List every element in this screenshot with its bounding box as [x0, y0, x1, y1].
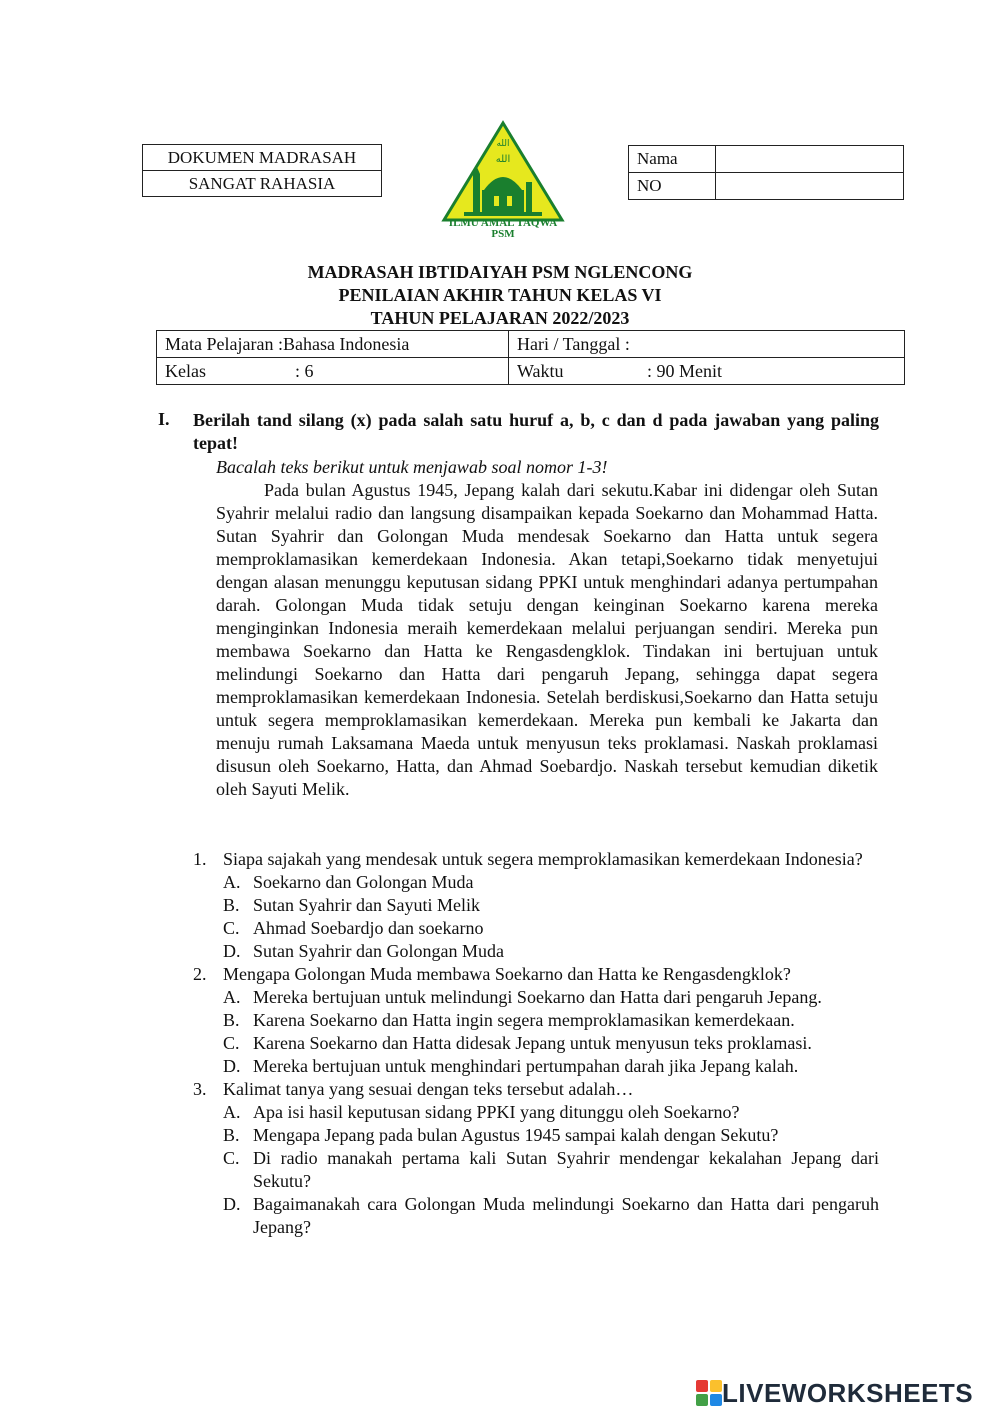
- option-b[interactable]: [223, 1124, 879, 1147]
- logo-arabic-top: الله: [496, 139, 510, 149]
- question-number: 2.: [193, 964, 207, 984]
- option-letter: A.: [223, 872, 241, 892]
- option-d[interactable]: [223, 1193, 879, 1239]
- subject-label: Mata Pelajaran: [165, 333, 274, 354]
- name-field[interactable]: [716, 146, 904, 173]
- option-text: Soekarno dan Golongan Muda: [253, 872, 474, 892]
- option-letter: C.: [223, 918, 240, 938]
- document-label-box: [142, 144, 382, 197]
- question-3: [193, 1078, 879, 1239]
- option-letter: D.: [223, 1056, 241, 1076]
- option-letter: C.: [223, 1148, 240, 1168]
- question-1: [193, 848, 879, 963]
- subject-value: :Bahasa Indonesia: [277, 333, 410, 354]
- logo-caption: [440, 218, 566, 240]
- option-text: Di radio manakah pertama kali Sutan Syahrir mendengar kekalahan Jepang dari Sekutu?: [253, 1148, 879, 1191]
- option-text: Mereka bertujuan untuk menghindari pertumpahan darah jika Jepang kalah.: [253, 1056, 799, 1076]
- day-date-label: Hari / Tanggal :: [517, 333, 630, 354]
- option-d[interactable]: [223, 940, 879, 963]
- option-text: Ahmad Soebardjo dan soekarno: [253, 918, 484, 938]
- option-text: Karena Soekarno dan Hatta ingin segera memproklamasikan kemerdekaan.: [253, 1010, 795, 1030]
- option-text: Sutan Syahrir dan Sayuti Melik: [253, 895, 480, 915]
- option-letter: B.: [223, 1125, 240, 1145]
- question-text: Kalimat tanya yang sesuai dengan teks tersebut adalah…: [223, 1079, 634, 1099]
- option-a[interactable]: [223, 986, 879, 1009]
- option-letter: C.: [223, 1033, 240, 1053]
- day-date-cell: [509, 331, 905, 358]
- option-a[interactable]: [223, 871, 879, 894]
- option-text: Mengapa Jepang pada bulan Agustus 1945 sampai kalah dengan Sekutu?: [253, 1125, 779, 1145]
- academic-year: TAHUN PELAJARAN 2022/2023: [370, 308, 630, 328]
- number-field[interactable]: [716, 173, 904, 200]
- option-c[interactable]: [223, 1147, 879, 1193]
- question-number: 1.: [193, 849, 207, 869]
- logo-arabic-mid: الله: [495, 154, 511, 165]
- class-cell: [157, 358, 509, 385]
- reading-prompt: Bacalah teks berikut untuk menjawab soal nomor 1-3!: [216, 457, 608, 477]
- option-letter: A.: [223, 987, 241, 1007]
- class-value: : 6: [295, 360, 314, 381]
- liveworksheets-logo-icon: [696, 1380, 722, 1406]
- question-text: Mengapa Golongan Muda membawa Soekarno dan Hatta ke Rengasdengklok?: [223, 964, 791, 984]
- number-label: NO: [629, 173, 716, 200]
- option-text: Apa isi hasil keputusan sidang PPKI yang ditunggu oleh Soekarno?: [253, 1102, 740, 1122]
- student-id-box: [628, 145, 904, 200]
- option-text: Mereka bertujuan untuk melindungi Soekarno dan Hatta dari pengaruh Jepang.: [253, 987, 822, 1007]
- option-text: Karena Soekarno dan Hatta didesak Jepang untuk menyusun teks proklamasi.: [253, 1033, 812, 1053]
- section-instruction: Berilah tand silang (x) pada salah satu huruf a, b, c dan d pada jawaban yang paling tepat!: [193, 410, 879, 453]
- time-value: : 90 Menit: [647, 360, 722, 381]
- liveworksheets-watermark[interactable]: [696, 1378, 973, 1408]
- option-text: Sutan Syahrir dan Golongan Muda: [253, 941, 504, 961]
- logo-caption-line-1: ILMU AMAL TAQWA: [448, 217, 558, 229]
- option-letter: A.: [223, 1102, 241, 1122]
- watermark-text: LIVEWORKSHEETS: [722, 1377, 974, 1408]
- question-2: [193, 963, 879, 1078]
- exam-heading: [0, 261, 1000, 330]
- option-b[interactable]: [223, 894, 879, 917]
- option-letter: D.: [223, 1194, 241, 1214]
- option-d[interactable]: [223, 1055, 879, 1078]
- time-cell: [509, 358, 905, 385]
- question-list: [193, 848, 879, 1239]
- option-c[interactable]: [223, 917, 879, 940]
- name-label: Nama: [629, 146, 716, 173]
- option-b[interactable]: [223, 1009, 879, 1032]
- question-number: 3.: [193, 1079, 207, 1099]
- school-name: MADRASAH IBTIDAIYAH PSM NGLENCONG: [307, 262, 693, 282]
- exam-info-table: [156, 330, 905, 385]
- option-text: Bagaimanakah cara Golongan Muda melindungi Soekarno dan Hatta dari pengaruh Jepang?: [253, 1194, 879, 1237]
- option-letter: D.: [223, 941, 241, 961]
- question-text: Siapa sajakah yang mendesak untuk segera memproklamasikan kemerdekaan Indonesia?: [223, 849, 863, 869]
- option-letter: B.: [223, 895, 240, 915]
- reading-passage: Pada bulan Agustus 1945, Jepang kalah dari sekutu.Kabar ini didengar oleh Sutan Syahrir melalui radio dan langsung disampaikan kepada Soekarno dan Mohammad Hatta. Sutan Syahrir dan Golongan Muda mendesak Soekarno dan Hatta untuk segera memproklamasikan kemerdekaan Indonesia. Akan tetapi,Soekarno tidak menyetujui dengan alasan menunggu keputusan sidang PPKI untuk menghindari adanya pertumpahan darah. Golongan Muda tidak setuju dengan keinginan Soekarno karena mereka menginginkan Indonesia meraih kemerdekaan melalui perjuangan sendiri. Mereka pun membawa Soekarno dan Hatta ke Rengasdengklok. Tindakan ini bertujuan untuk melindungi Soekarno dan Hatta dari pengaruh Jepang, sehingga dapat segera memproklamasikan kemerdekaan Indonesia. Setelah berdiskusi,Soekarno dan Hatta setuju untuk segera memproklamasikan kemerdekaan. Mereka pun kembali ke Jakarta dan menuju rumah Laksamana Maeda untuk menyusun teks proklamasi. Naskah proklamasi disusun oleh Soekarno, Hatta, dan Ahmad Soebardjo. Naskah tersebut kemudian diketik oleh Sayuti Melik.: [216, 480, 878, 799]
- section-number: I.: [158, 409, 170, 429]
- time-label: Waktu: [517, 360, 564, 381]
- document-label-line-2: SANGAT RAHASIA: [143, 170, 381, 196]
- logo-caption-line-2: PSM: [491, 228, 515, 240]
- exam-name: PENILAIAN AKHIR TAHUN KELAS VI: [338, 285, 662, 305]
- option-a[interactable]: [223, 1101, 879, 1124]
- option-c[interactable]: [223, 1032, 879, 1055]
- option-letter: B.: [223, 1010, 240, 1030]
- subject-cell: [157, 331, 509, 358]
- document-label-line-1: DOKUMEN MADRASAH: [167, 148, 357, 167]
- class-label: Kelas: [165, 360, 206, 381]
